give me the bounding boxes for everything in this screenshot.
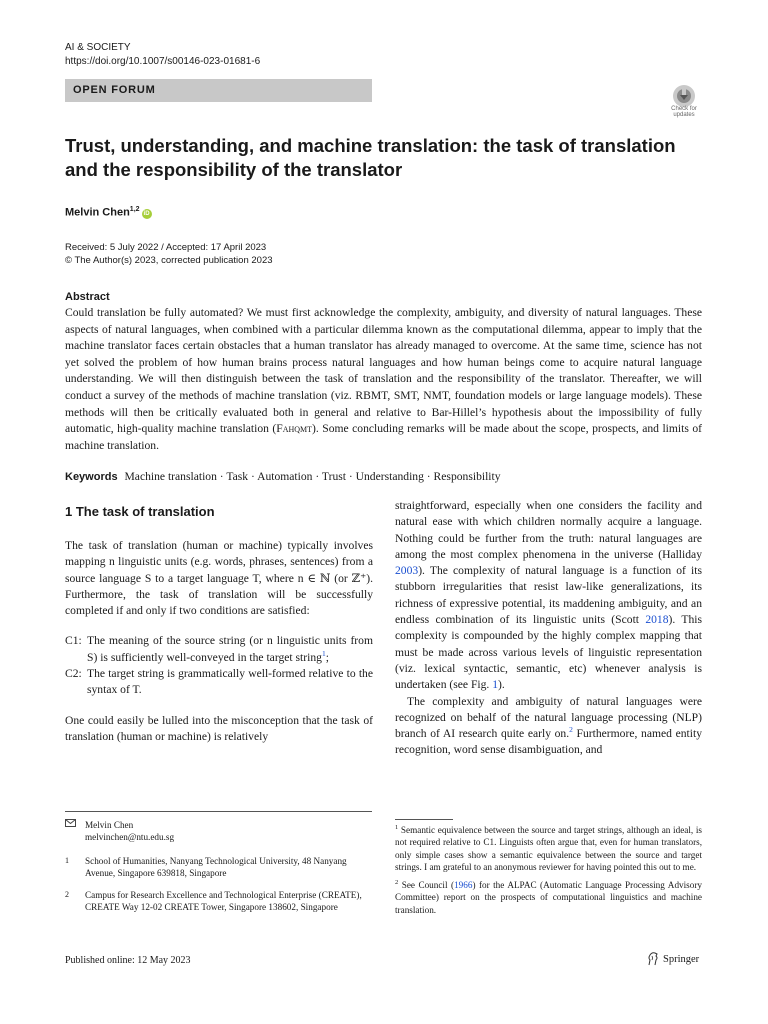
footnote-divider: [395, 819, 453, 820]
left-column: [65, 538, 373, 745]
keywords-list: Machine translation · Task · Automation · Trust · Understanding · Responsibility: [124, 470, 501, 483]
author-line: [65, 203, 152, 220]
envelope-icon: [65, 819, 85, 844]
article-title: Trust, understanding, and machine translation: the task of translation and the responsibility of the translator: [65, 135, 676, 180]
published-date: Published online: 12 May 2023: [65, 955, 191, 966]
affiliation-divider: [65, 811, 372, 812]
footnote-mark: 2: [395, 878, 399, 886]
footnote-1: [395, 822, 702, 874]
publisher-logo[interactable]: [646, 952, 699, 966]
right-column: [395, 498, 702, 759]
affiliation-mark: 1: [65, 856, 69, 865]
condition-key: C1:: [65, 634, 82, 648]
corresponding-author: [65, 819, 365, 844]
text-run: ). This complexity is compounded by the highly complex mapping that must be made across various levels of linguistic representation (viz. lexical syntactic, semantic, etc) whenever analysis is undertaken (see Fig.: [395, 613, 702, 692]
footnote-2: [395, 877, 702, 916]
condition-c2: [65, 666, 373, 699]
orcid-icon[interactable]: iD: [143, 210, 150, 217]
citation-link[interactable]: 1966: [454, 879, 473, 890]
text-run: Furthermore, named entity recognition, word sense disambiguation, and: [395, 727, 702, 757]
affiliation-text: School of Humanities, Nanyang Technological University, 48 Nanyang Avenue, Singapore 639818, Singapore: [85, 856, 347, 879]
affiliation-mark: 2: [65, 890, 69, 899]
copyright-line: © The Author(s) 2023, corrected publication 2023: [65, 255, 273, 266]
text-run: ).: [498, 678, 505, 692]
journal-name: AI & SOCIETY: [65, 42, 131, 53]
abstract-heading: Abstract: [65, 291, 110, 303]
citation-link[interactable]: 2018: [645, 613, 669, 627]
footnote-text: Semantic equivalence between the source and target strings, although an ideal, is not required relative to C1. Linguists often argue that, even for human translators, only simple cases show a semantic equivalence between the source and target strings. I am grateful to an anonymous reviewer for having pointed this out to me.: [395, 825, 702, 873]
keywords: [65, 469, 705, 485]
publisher-name: Springer: [663, 953, 700, 965]
fahqmt-term: Fahqmt: [276, 422, 313, 436]
doi-link[interactable]: https://doi.org/10.1007/s00146-023-01681-6: [65, 56, 261, 67]
condition-text: The target string is grammatically well-formed relative to the syntax of T.: [87, 667, 373, 697]
author-affil-marks: 1,2: [129, 206, 140, 213]
paragraph: [395, 694, 702, 759]
footnote-mark: 1: [395, 824, 399, 831]
article-dates: Received: 5 July 2022 / Accepted: 17 April 2023: [65, 242, 267, 253]
figure-link[interactable]: 1: [492, 678, 499, 692]
paragraph: The task of translation (human or machine) typically involves mapping n linguistic units (e.g. words, phrases, sentences) from a source language S to a target language T, where n ∈ ℕ (or ℤ⁺). Furthermore, the task of translation will be successfully completed if and only if two conditions are satisfied:: [65, 539, 373, 618]
text-run: ). The complexity of natural language is a function of its stubborn irregularities that resist law-like generalizations, its richness of expressive potential, its maddening ambiguity, and an endless combination of its linguistic units (Scott: [395, 564, 702, 627]
footnote-text: ) for the ALPAC (Automatic Language Processing Advisory Committee) report on the prospects of computational linguistics and machine translation.: [395, 879, 703, 915]
author-name[interactable]: Melvin Chen: [65, 206, 130, 219]
footnote-ref-2[interactable]: 2: [569, 725, 573, 735]
check-updates-line2: updates: [673, 112, 695, 118]
condition-c1: [65, 633, 373, 666]
text-run: straightforward, especially when one considers the facility and natural ease with which children normally acquire a language. Nothing could be further from the truth: natural languages are among the most complex phenomena in the universe (Halliday: [395, 499, 702, 561]
condition-c1-end: ;: [325, 650, 329, 664]
section-heading: 1 The task of translation: [65, 504, 215, 519]
affiliation-1: [65, 855, 365, 880]
citation-link[interactable]: 2003: [395, 564, 419, 578]
footnote-ref-1[interactable]: 1: [321, 648, 326, 658]
check-updates-line1: Check for: [671, 106, 697, 112]
affiliation-2: [65, 889, 365, 914]
section-label: OPEN FORUM: [65, 79, 372, 102]
condition-key: C2:: [65, 667, 82, 681]
contact-name: Melvin Chen: [85, 820, 134, 830]
condition-text: [87, 633, 373, 666]
condition-c1-text: The meaning of the source string (or n linguistic units from S) is sufficiently well-conveyed in the target string: [87, 634, 373, 664]
footnotes: [395, 822, 702, 919]
paragraph: [395, 498, 702, 694]
check-updates-icon: [672, 84, 696, 108]
check-for-updates[interactable]: [664, 84, 704, 124]
abstract-body: [65, 305, 702, 454]
keywords-label: Keywords: [65, 471, 118, 483]
abstract-text: Could translation be fully automated? We must first acknowledge the complexity, ambiguity, and diversity of natural languages. These aspects of natural languages, when combined with a particular dilemma known as the computational dilemma, appear to imply that the machine translator faces certain obstacles that a human translator has already managed to overcome. At the same time, science has not yet solved the problem of how human brains process natural languages and how human beings come to acquire natural language understanding. We will then distinguish between the task of translation and the responsibility of the translator. Thereafter, we will conduct a survey of the methods of machine translation (viz. RBMT, SMT, NMT, foundation models or large language models). These methods will then be critically evaluated both in general and relative to Bar-Hillel’s hypothesis about the impossibility of fully automatic, high-quality machine translation (: [65, 306, 702, 436]
affiliation-text: Campus for Research Excellence and Technological Enterprise (CREATE), CREATE Way 12-02 CREATE Tower, Singapore 138602, Singapore: [85, 890, 362, 913]
paragraph: One could easily be lulled into the misconception that the task of translation (human or machine) is relatively: [65, 713, 373, 743]
springer-horse-icon: [646, 952, 659, 966]
abstract-text-end: ). Some concluding remarks will be made about the scope, prospects, and limits of machine translation.: [65, 422, 702, 452]
footnote-text: See Council (: [401, 879, 455, 890]
text-run: The complexity and ambiguity of natural languages were recognized on behalf of the natural language processing (NLP) branch of AI research quite early on.: [395, 694, 702, 741]
contact-email[interactable]: melvinchen@ntu.edu.sg: [85, 832, 175, 843]
